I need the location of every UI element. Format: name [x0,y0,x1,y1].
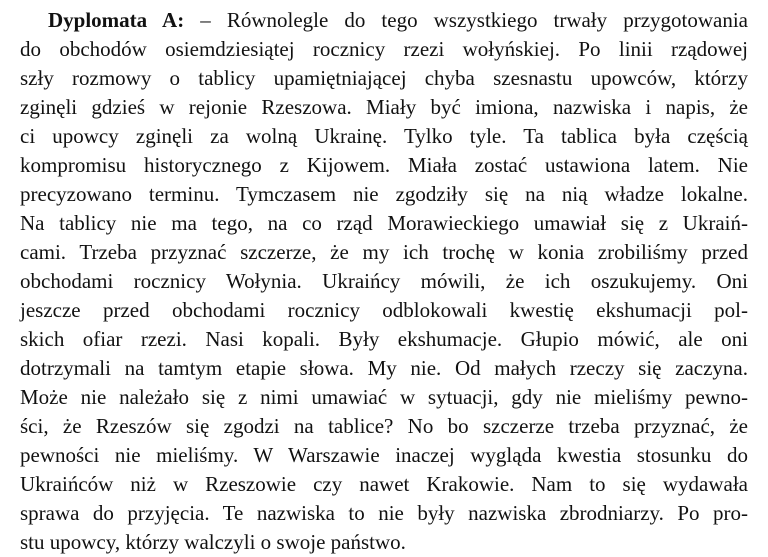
document-page [20,6,748,557]
text-line: skich ofiar rzezi. Nasi kopali. Były ekshumacje. Głupio mówić, ale oni [20,327,748,351]
text-line-last: stu upowcy, którzy walczyli o swoje państwo. [20,530,406,554]
text-line: cami. Trzeba przyznać szczerze, że my ich trochę w konia zrobiliśmy przed [20,240,748,264]
text-line: jeszcze przed obchodami rocznicy odblokowali kwestię ekshumacji pol- [20,298,748,322]
text-line: do obchodów osiemdziesiątej rocznicy rzezi wołyńskiej. Po linii rządowej [20,37,748,61]
text-line: pewności nie mieliśmy. W Warszawie inaczej wygląda kwestia stosunku do [20,443,748,467]
text-line: kompromisu historycznego z Kijowem. Miała zostać ustawiona latem. Nie [20,153,748,177]
text-line: zginęli gdzieś w rejonie Rzeszowa. Miały być imiona, nazwiska i napis, że [20,95,748,119]
text-line: sprawa do przyjęcia. Te nazwiska to nie były nazwiska zbrodniarzy. Po pro- [20,501,748,525]
text-line-1 [20,6,748,35]
text-line: obchodami rocznicy Wołynia. Ukraińcy mówili, że ich oszukujemy. Oni [20,269,748,293]
text-line: ci upowcy zginęli za wolną Ukrainę. Tylko tyle. Ta tablica była częścią [20,124,748,148]
text-line: ści, że Rzeszów się zgodzi na tablice? No bo szczerze trzeba przyznać, że [20,414,748,438]
text-line: Ukraińców niż w Rzeszowie czy nawet Krakowie. Nam to się wydawała [20,472,748,496]
text-line: precyzowano terminu. Tymczasem nie zgodziły się na nią władze lokalne. [20,182,748,206]
text-line: szły rozmowy o tablicy upamiętniającej chyba szesnastu upowców, którzy [20,66,748,90]
text-line: Może nie należało się z nimi umawiać w sytuacji, gdy nie mieliśmy pewno- [20,385,748,409]
text-line: Na tablicy nie ma tego, na co rząd Morawieckiego umawiał się z Ukraiń- [20,211,748,235]
speaker-label: Dyplomata A: [48,8,185,32]
text-line: dotrzymali na tamtym etapie słowa. My nie. Od małych rzeczy się zaczyna. [20,356,748,380]
first-line-text: – Równolegle do tego wszystkiego trwały przygotowania [184,8,748,32]
